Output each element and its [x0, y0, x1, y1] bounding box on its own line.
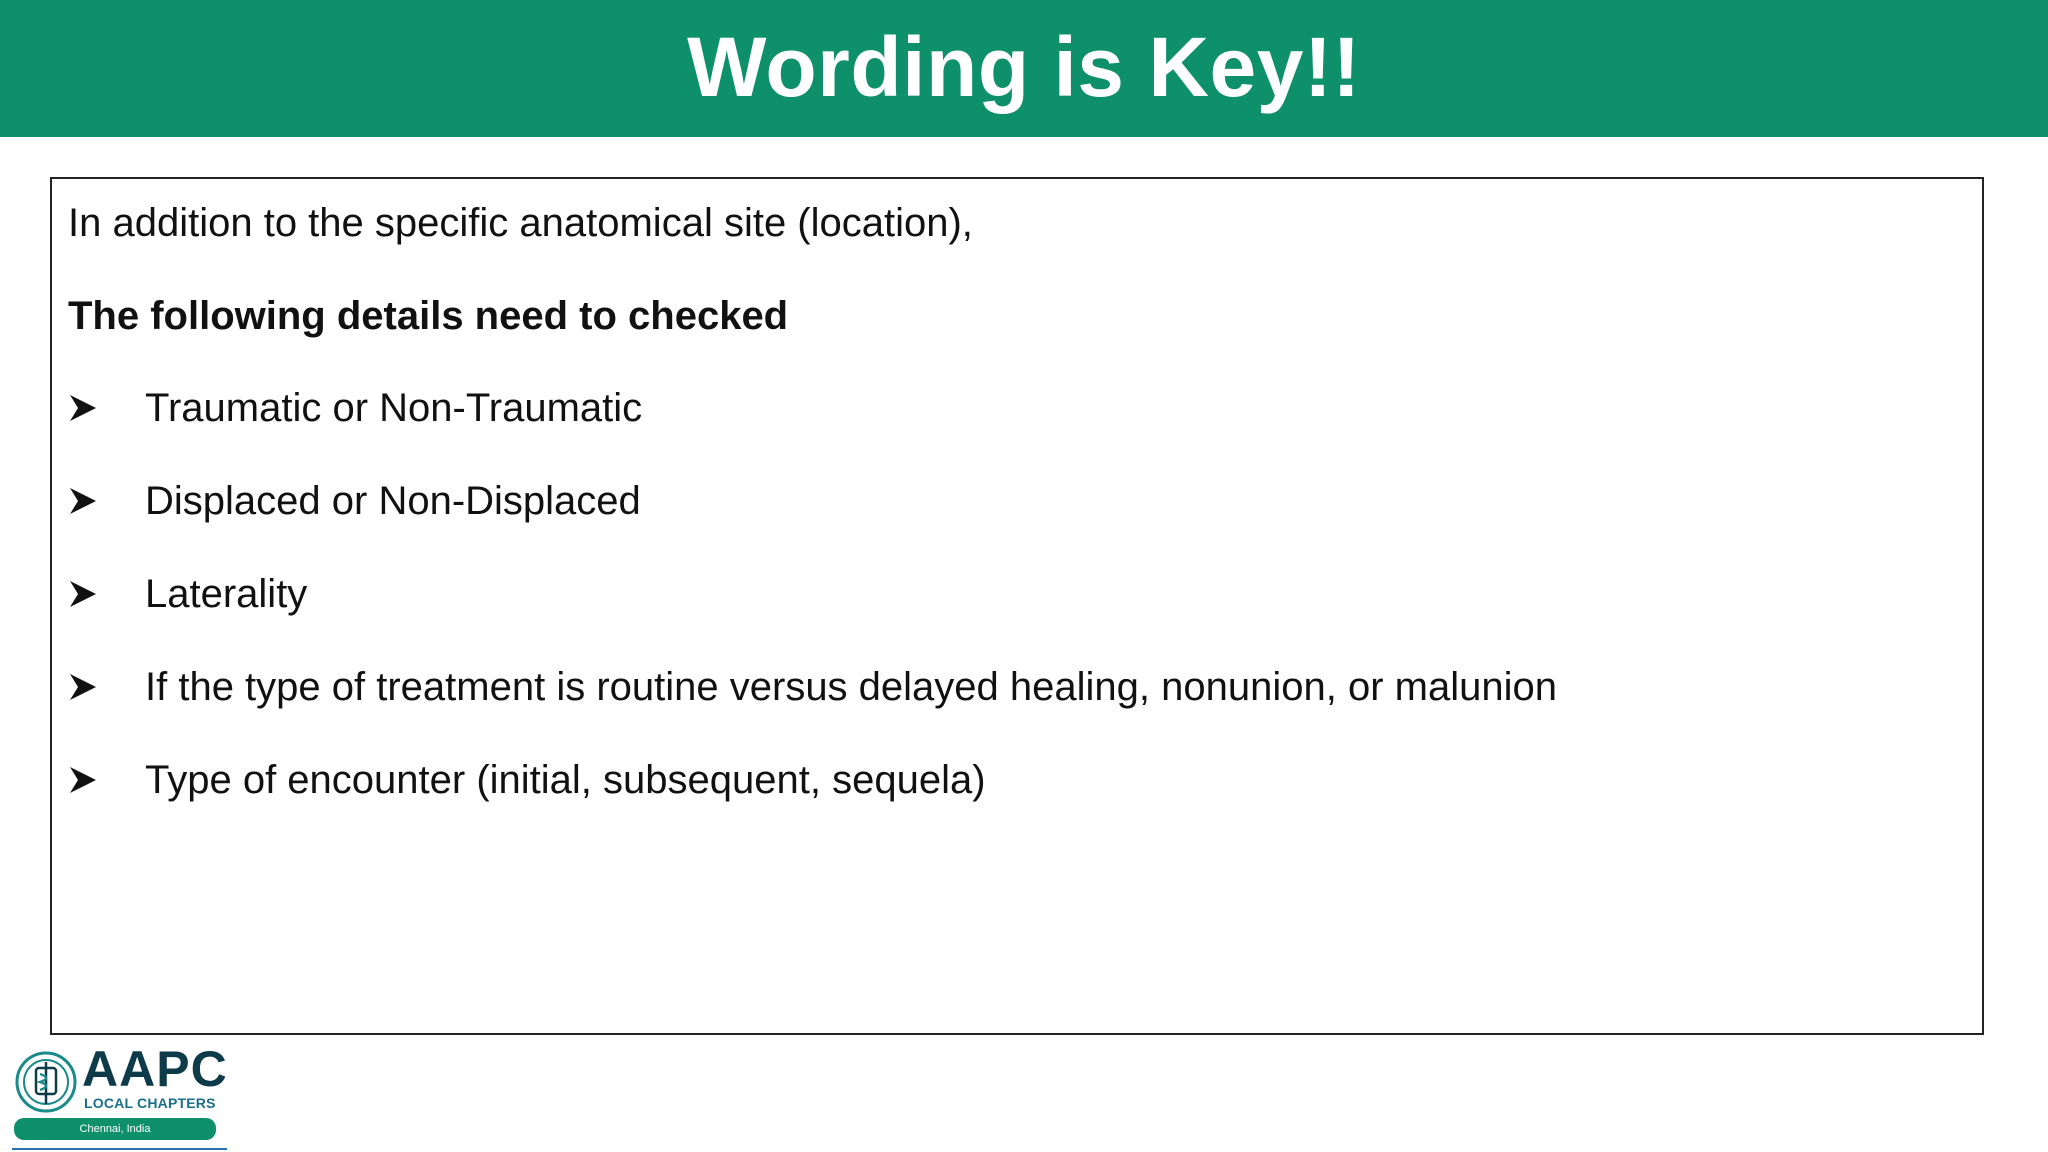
- intro-text: In addition to the specific anatomical site (location),: [68, 201, 973, 245]
- content-box: [50, 177, 1984, 1035]
- bullet-item: [68, 384, 642, 432]
- bullet-text: Laterality: [145, 572, 308, 616]
- bullet-item: [68, 663, 1557, 711]
- bullet-item: [68, 570, 307, 618]
- bullet-text: Displaced or Non-Displaced: [145, 479, 641, 523]
- bullet-item: [68, 756, 986, 804]
- logo-location-pill: Chennai, India: [14, 1118, 216, 1140]
- arrow-bullet-icon: [68, 477, 145, 525]
- arrow-bullet-icon: [68, 384, 145, 432]
- bullet-item: [68, 477, 641, 525]
- logo-wordmark: AAPC: [82, 1041, 228, 1097]
- caduceus-emblem-icon: [14, 1050, 78, 1114]
- bullet-text: Traumatic or Non-Traumatic: [145, 386, 643, 430]
- bullet-text: If the type of treatment is routine versus delayed healing, nonunion, or malunion: [145, 665, 1557, 709]
- bullet-text: Type of encounter (initial, subsequent, sequela): [145, 758, 986, 802]
- arrow-bullet-icon: [68, 756, 145, 804]
- title-bar: [0, 0, 2048, 137]
- logo-underline: [12, 1148, 227, 1150]
- slide-title: Wording is Key!!: [687, 19, 1361, 114]
- arrow-bullet-icon: [68, 570, 145, 618]
- logo-subtitle: LOCAL CHAPTERS: [84, 1095, 216, 1111]
- subheading-text: The following details need to checked: [68, 294, 789, 338]
- arrow-bullet-icon: [68, 663, 145, 711]
- aapc-logo: [12, 1041, 232, 1152]
